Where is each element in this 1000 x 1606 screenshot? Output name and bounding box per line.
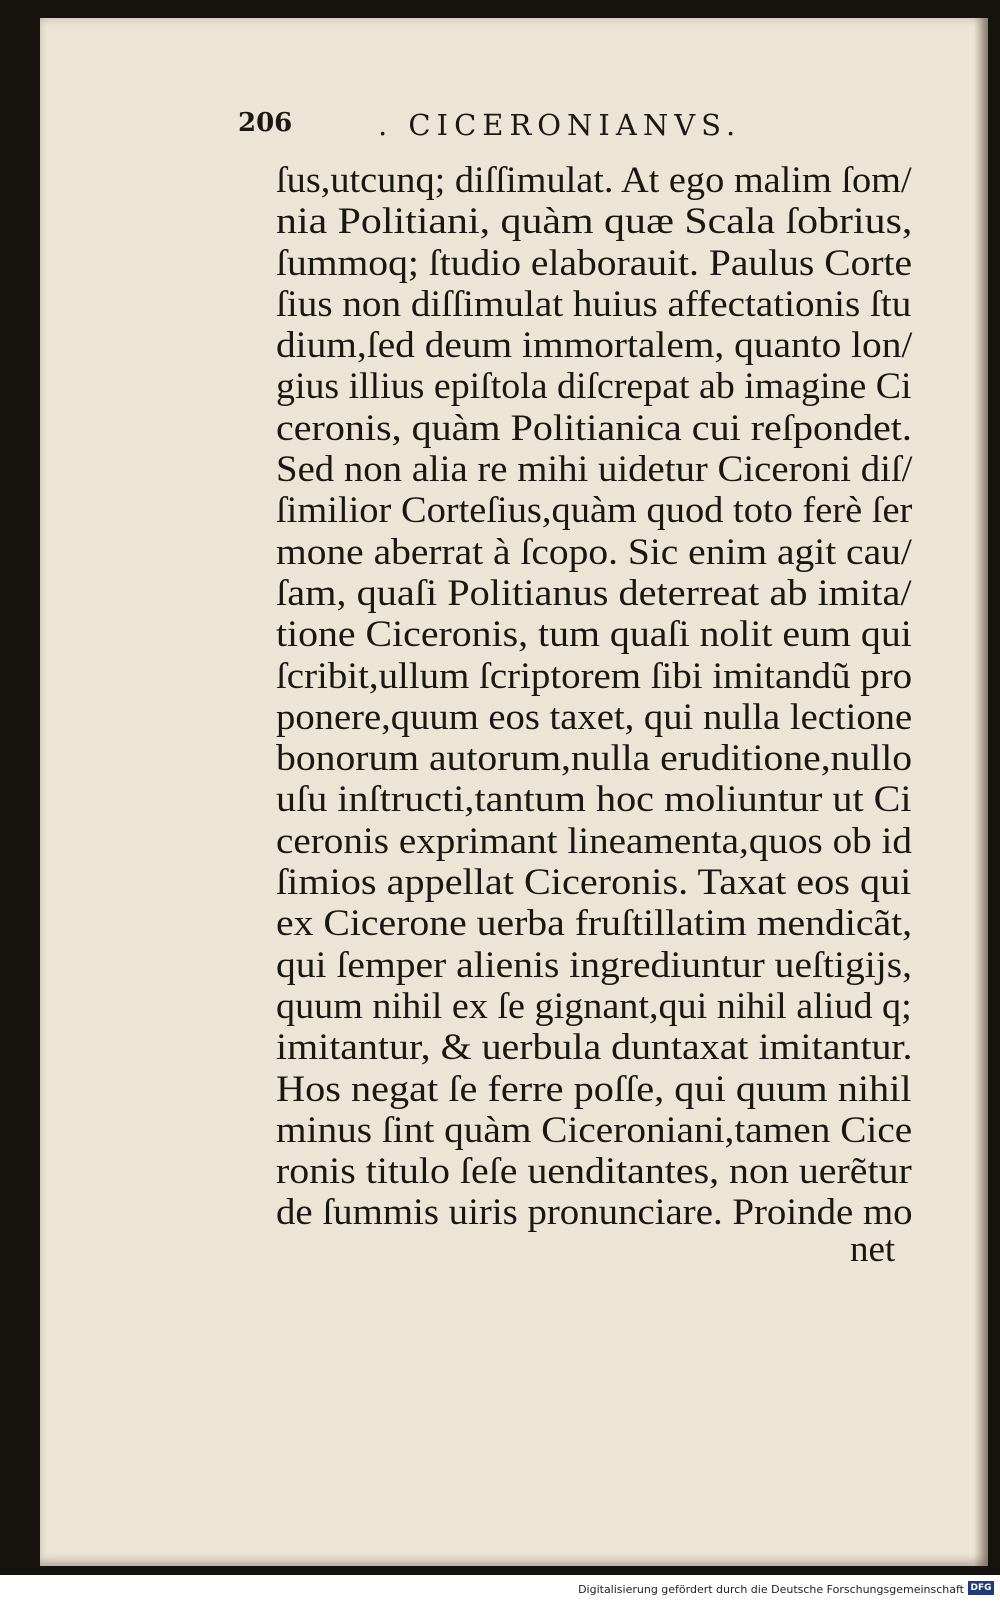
text-line: Hos negat ſe ferre poſſe, qui quum nihil [276, 1068, 912, 1110]
text-line: ſam, quaſi Politianus deterreat ab imita/ [276, 572, 912, 614]
page-edge-shadow [974, 18, 988, 1566]
text-line: qui ſemper alienis ingrediuntur ueſtigijs, [276, 944, 913, 986]
page-number: 206 [238, 108, 293, 138]
text-line: ceronis, quàm Politianica cui reſpondet. [276, 407, 912, 449]
text-line: dium,ſed deum immortalem, quanto lon/ [276, 325, 913, 367]
text-line: ſummoq; ſtudio elaborauit. Paulus Corte [276, 242, 913, 284]
page-header [238, 108, 798, 148]
text-line: de ſummis uiris pronunciare. Proinde mo [276, 1192, 913, 1234]
text-line: ex Cicerone uerba fruſtillatim mendicãt, [276, 903, 913, 945]
text-line: quum nihil ex ſe gignant,qui nihil aliud q; [276, 985, 912, 1027]
text-line: ſius non diſſimulat huius affectationis ſtu [276, 283, 912, 325]
text-line: Sed non alia re mihi uidetur Ciceroni diſ/ [276, 449, 913, 491]
text-line: gius illius epiſtola diſcrepat ab imagine Ci [276, 366, 912, 408]
text-line: imitantur, & uerbula duntaxat imitantur. [276, 1027, 913, 1069]
text-line: ſus,utcunq; diſſimulat. At ego malim ſom/ [276, 160, 912, 201]
text-line: minus ſint quàm Ciceroniani,tamen Cice [276, 1109, 913, 1151]
running-title: . CICERONIANVS. [378, 108, 742, 142]
catchword: net [850, 1229, 896, 1270]
text-line: ſimios appellat Ciceronis. Taxat eos qui [276, 862, 912, 904]
text-line: uſu inſtructi,tantum hoc moliuntur ut Ci [276, 779, 912, 821]
footer-bar [0, 1575, 1000, 1606]
dfg-logo: DFG [968, 1581, 994, 1595]
text-line: mone aberrat à ſcopo. Sic enim agit cau/ [276, 531, 912, 573]
funding-credit: Digitalisierung gefördert durch die Deutsche Forschungsgemeinschaft [578, 1583, 964, 1596]
body-text [276, 160, 916, 1234]
text-line: ronis titulo ſeſe uenditantes, non uerẽtur [276, 1151, 912, 1193]
text-line: ſimilior Corteſius,quàm quod toto ferè ſer [276, 490, 913, 532]
text-line: bonorum autorum,nulla eruditione,nullo [276, 738, 913, 780]
text-line: tione Ciceronis, tum quaſi nolit eum qui [276, 614, 912, 656]
text-line: ſcribit,ullum ſcriptorem ſibi imitandũ pro [276, 655, 913, 697]
text-line: ceronis exprimant lineamenta,quos ob id [276, 820, 912, 862]
text-line: ponere,quum eos taxet, qui nulla lectione [276, 696, 913, 738]
text-line: nia Politiani, quàm quæ Scala ſobrius, [276, 201, 913, 243]
